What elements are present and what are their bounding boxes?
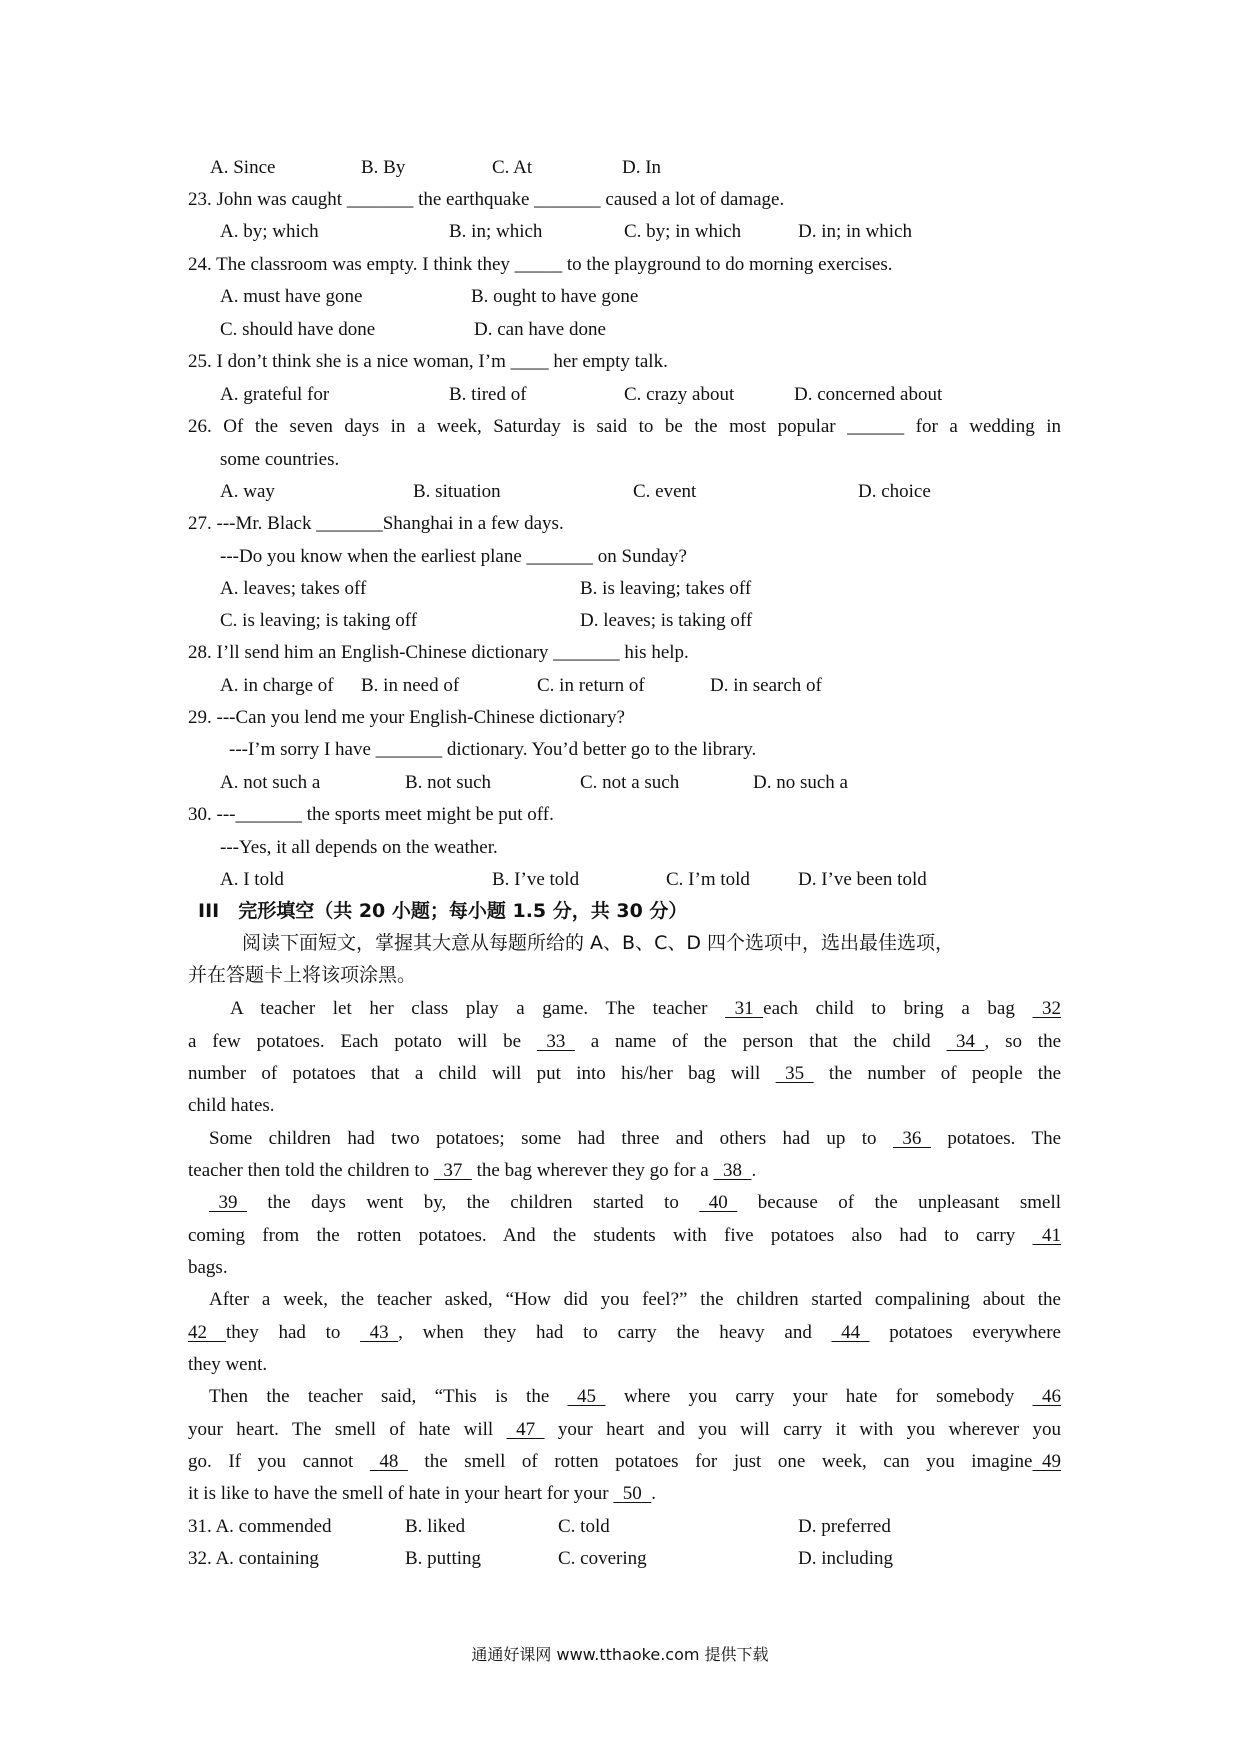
- option-b: B. ought to have gone: [471, 286, 639, 307]
- blank-number: 47: [516, 1419, 536, 1440]
- option-c: C. event: [633, 481, 697, 502]
- question-stem: 24. The classroom was empty. I think they _____ to the playground to do morning exercises.: [188, 254, 893, 275]
- blank-number: 45: [577, 1386, 597, 1407]
- option-b: B. liked: [405, 1516, 466, 1537]
- option-c: C. not a such: [580, 772, 680, 793]
- passage-line: go. If you cannot 48 the smell of rotten potatoes for just one week, can you imagine 49: [188, 1451, 1061, 1472]
- blank-number: 33: [546, 1031, 566, 1052]
- question-stem: 26. Of the seven days in a week, Saturday is said to be the most popular ______ for a wedding in: [188, 416, 1061, 437]
- option-a: 31. A. commended: [188, 1516, 332, 1537]
- option-d: D. in search of: [710, 675, 822, 696]
- option-d: D. leaves; is taking off: [580, 610, 753, 631]
- page-footer: 通通好课网 www.tthaoke.com 提供下载: [471, 1645, 769, 1664]
- question-stem-continued: ---Do you know when the earliest plane _______ on Sunday?: [220, 546, 687, 567]
- option-d: D. can have done: [474, 319, 606, 340]
- option-d: D. In: [622, 157, 662, 178]
- passage-line: your heart. The smell of hate will 47 your heart and you will carry it with you wherever you: [188, 1419, 1061, 1440]
- blank-number: 44: [841, 1322, 861, 1343]
- option-c: C. is leaving; is taking off: [220, 610, 418, 631]
- blank-number: 32: [1042, 998, 1061, 1019]
- blank-number: 37: [443, 1160, 463, 1181]
- question-stem-continued: some countries.: [220, 449, 340, 470]
- option-a: A. way: [220, 481, 275, 502]
- passage-line: coming from the rotten potatoes. And the students with five potatoes also had to carry 41: [188, 1225, 1061, 1246]
- section-heading: III 完形填空（共 20 小题；每小题 1.5 分，共 30 分）: [198, 900, 688, 922]
- question-stem: 27. ---Mr. Black _______Shanghai in a few days.: [188, 513, 564, 534]
- option-b: B. situation: [413, 481, 501, 502]
- option-d: D. no such a: [753, 772, 848, 793]
- option-a: 32. A. containing: [188, 1548, 319, 1569]
- passage-line: 42 they had to 43 , when they had to carry the heavy and 44 potatoes everywhere: [188, 1322, 1061, 1343]
- option-b: B. in; which: [449, 221, 543, 242]
- passage-line: bags.: [188, 1257, 228, 1278]
- option-d: D. including: [798, 1548, 893, 1569]
- option-b: B. tired of: [449, 384, 527, 405]
- option-d: D. choice: [858, 481, 931, 502]
- blank-number: 43: [369, 1322, 389, 1343]
- passage-line: a few potatoes. Each potato will be 33 a name of the person that the child 34 , so the: [188, 1031, 1062, 1052]
- option-b: B. not such: [405, 772, 492, 793]
- option-a: A. by; which: [220, 221, 319, 242]
- option-a: A. not such a: [220, 772, 321, 793]
- blank-number: 40: [708, 1192, 728, 1213]
- passage-line: 39 the days went by, the children started to 40 because of the unpleasant smell: [218, 1192, 1061, 1213]
- blank-number: 50: [622, 1483, 642, 1504]
- blank-number: 34: [955, 1031, 975, 1052]
- passage-line: Some children had two potatoes; some had three and others had up to 36 potatoes. The: [209, 1128, 1061, 1149]
- option-a: A. leaves; takes off: [220, 578, 367, 599]
- question-stem: 29. ---Can you lend me your English-Chinese dictionary?: [188, 707, 625, 728]
- blank-number: 42: [188, 1322, 207, 1343]
- blank-number: 46: [1042, 1386, 1061, 1407]
- option-a: A. must have gone: [220, 286, 363, 307]
- blank-number: 49: [1041, 1451, 1061, 1472]
- option-a: A. in charge of: [220, 675, 334, 696]
- question-stem: 30. ---_______ the sports meet might be put off.: [188, 804, 554, 825]
- passage-line: child hates.: [188, 1095, 275, 1116]
- question-stem-continued: ---Yes, it all depends on the weather.: [220, 837, 498, 858]
- blank-number: 38: [722, 1160, 742, 1181]
- option-a: A. I told: [220, 869, 284, 890]
- option-d: D. preferred: [798, 1516, 891, 1537]
- section-instruction: 并在答题卡上将该项涂黑。: [188, 964, 417, 986]
- option-c: C. At: [492, 157, 533, 178]
- option-b: B. putting: [405, 1548, 482, 1569]
- blank-number: 41: [1042, 1225, 1061, 1246]
- option-c: C. in return of: [537, 675, 645, 696]
- option-a: A. Since: [210, 157, 276, 178]
- passage-line: teacher then told the children to 37 the bag wherever they go for a 38 .: [188, 1160, 757, 1181]
- passage-line: After a week, the teacher asked, “How did you feel?” the children started compalining about the: [209, 1289, 1061, 1310]
- option-b: B. I’ve told: [492, 869, 580, 890]
- blank-number: 35: [785, 1063, 805, 1084]
- option-c: C. covering: [558, 1548, 647, 1569]
- passage-line: number of potatoes that a child will put into his/her bag will 35 the number of people the: [188, 1063, 1062, 1084]
- question-stem: 28. I’ll send him an English-Chinese dictionary _______ his help.: [188, 642, 689, 663]
- option-d: D. concerned about: [794, 384, 943, 405]
- section-instruction: 阅读下面短文，掌握其大意从每题所给的 A、B、C、D 四个选项中，选出最佳选项，: [242, 932, 955, 954]
- question-stem: 23. John was caught _______ the earthquake _______ caused a lot of damage.: [188, 189, 785, 210]
- option-a: A. grateful for: [220, 384, 330, 405]
- option-b: B. in need of: [361, 675, 460, 696]
- option-c: C. should have done: [220, 319, 376, 340]
- option-c: C. by; in which: [624, 221, 742, 242]
- passage-line: they went.: [188, 1354, 268, 1375]
- option-b: B. is leaving; takes off: [580, 578, 752, 599]
- blank-number: 31: [734, 998, 754, 1019]
- option-c: C. told: [558, 1516, 610, 1537]
- passage-line: Then the teacher said, “This is the 45 where you carry your hate for somebody 46: [209, 1386, 1061, 1407]
- blank-number: 36: [902, 1128, 922, 1149]
- passage-line: it is like to have the smell of hate in your heart for your 50 .: [188, 1483, 657, 1504]
- option-d: D. I’ve been told: [798, 869, 927, 890]
- passage-line: A teacher let her class play a game. The teacher 31 each child to bring a bag 32: [230, 998, 1061, 1019]
- option-d: D. in; in which: [798, 221, 912, 242]
- blank-number: 48: [379, 1451, 399, 1472]
- question-stem-continued: ---I’m sorry I have _______ dictionary. You’d better go to the library.: [229, 739, 757, 760]
- option-c: C. I’m told: [666, 869, 750, 890]
- blank-number: 39: [218, 1192, 238, 1213]
- option-b: B. By: [361, 157, 406, 178]
- question-stem: 25. I don’t think she is a nice woman, I’m ____ her empty talk.: [188, 351, 668, 372]
- option-c: C. crazy about: [624, 384, 735, 405]
